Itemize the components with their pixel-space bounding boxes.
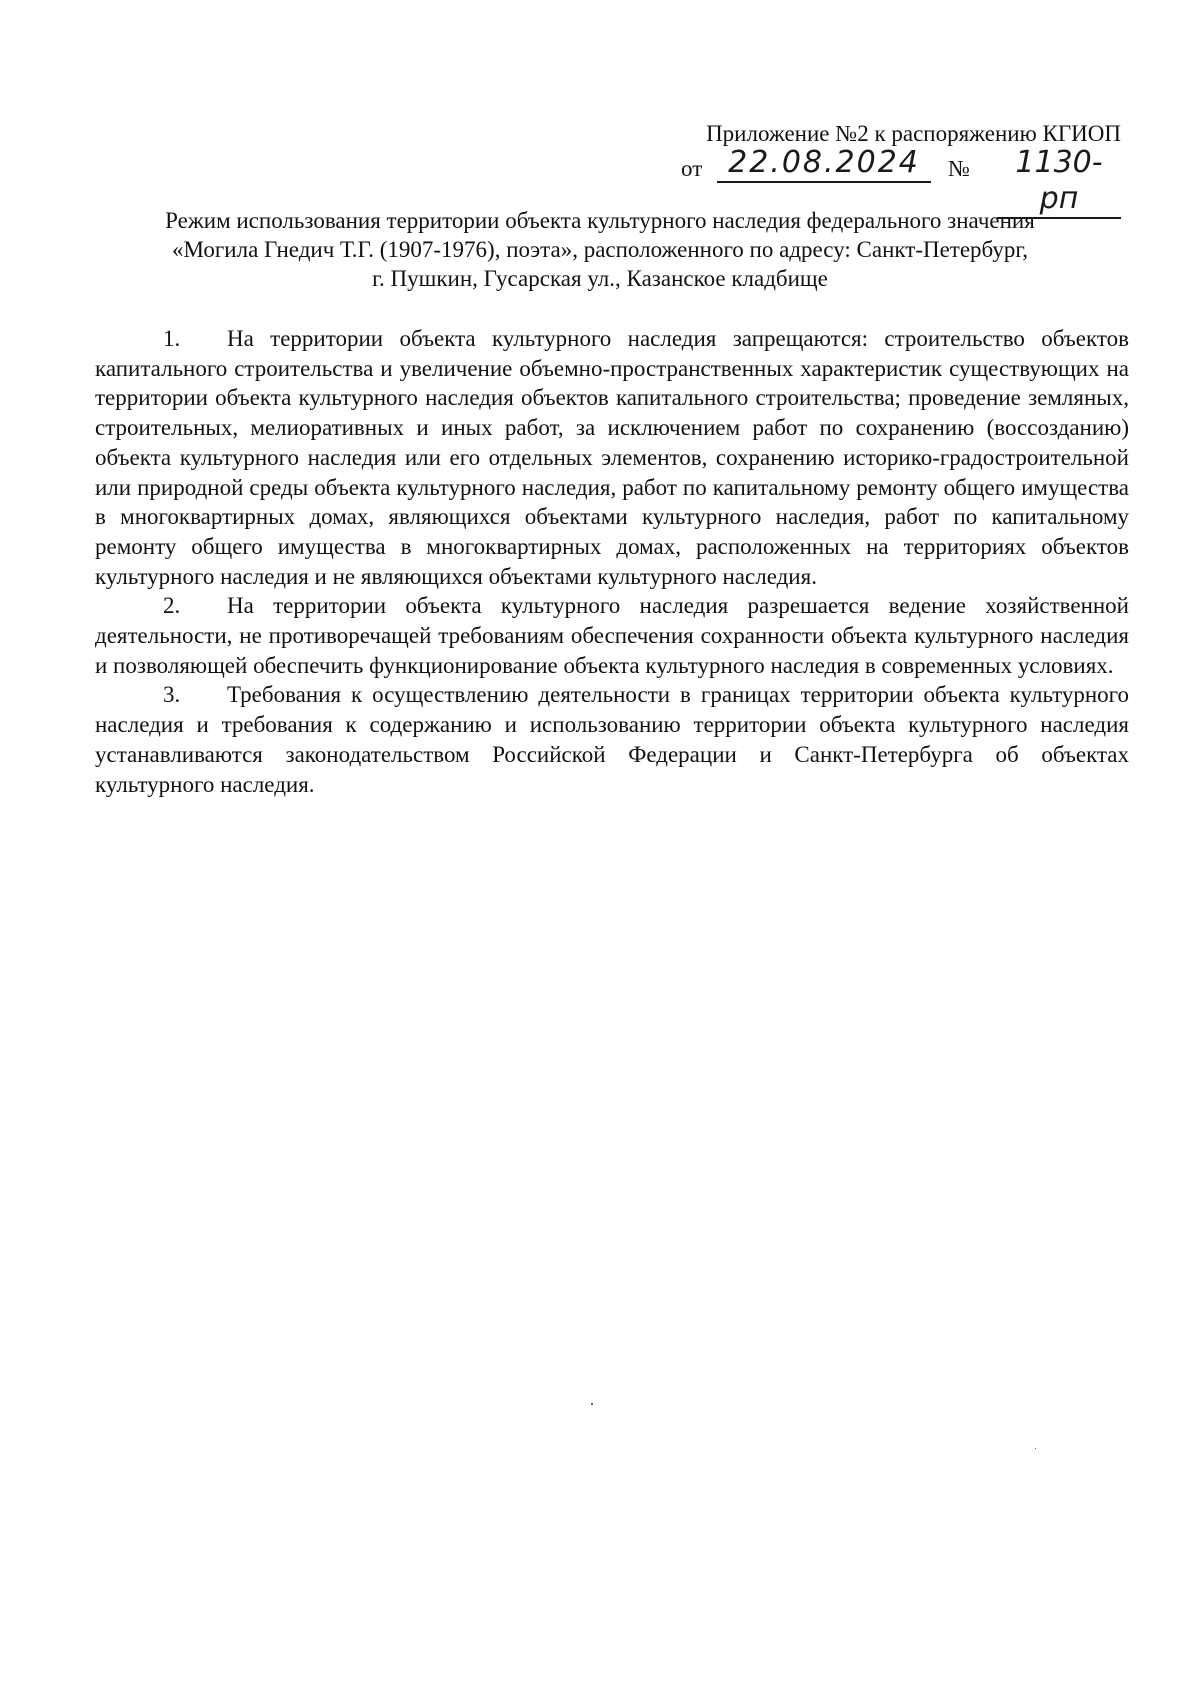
document-body bbox=[95, 324, 1129, 799]
document-header bbox=[651, 120, 1121, 216]
paragraph-2 bbox=[95, 591, 1129, 680]
paragraph-number: 1. bbox=[163, 326, 181, 351]
paragraph-text: Требования к осуществлению деятельности в границах территории объекта культурного наследия и требования к содержанию и использованию территории объекта культурного наследия устанавливаются законодательством Российской Федерации и Санкт-Петербурга об объектах культурного наследия. bbox=[95, 682, 1129, 797]
title-line-1: Режим использования территории объекта культурного наследия федерального значения bbox=[165, 208, 1035, 233]
order-number-handwritten: 1130-рп bbox=[997, 145, 1121, 219]
title-line-3: г. Пушкин, Гусарская ул., Казанское кладбище bbox=[372, 266, 828, 291]
order-date-handwritten: 22.08.2024 bbox=[717, 145, 931, 183]
scan-speck bbox=[1035, 1448, 1036, 1449]
paragraph-3 bbox=[95, 680, 1129, 799]
paragraph-1 bbox=[95, 324, 1129, 591]
annex-reference: Приложение №2 к распоряжению КГИОП bbox=[706, 121, 1121, 146]
paragraph-text: На территории объекта культурного наследия запрещаются: строительство объектов капитального строительства и увеличение объемно-пространственных характеристик существующих на территории объекта культурного наследия объектов капитального строительства; проведение земляных, строительных, мелиоративных и иных работ, за исключением работ по сохранению (воссозданию) объекта культурного наследия или его отдельных элементов, сохранению историко-градостроительной или природной среды объекта культурного наследия, работ по капитальному ремонту общего имущества в многоквартирных домах, являющихся объектами культурного наследия, работ по капитальному ремонту общего имущества в многоквартирных домах, расположенных на территориях объектов культурного наследия и не являющихся объектами культурного наследия. bbox=[95, 326, 1129, 589]
paragraph-text: На территории объекта культурного наследия разрешается ведение хозяйственной деятельности, не противоречащей требованиям обеспечения сохранности объекта культурного наследия и позволяющей обеспечить функционирование объекта культурного наследия в современных условиях. bbox=[95, 593, 1129, 678]
scan-speck bbox=[591, 1403, 593, 1405]
title-line-2: «Могила Гнедич Т.Г. (1907-1976), поэта», расположенного по адресу: Санкт-Петербург, bbox=[172, 237, 1028, 262]
paragraph-number: 3. bbox=[163, 682, 181, 708]
date-prefix: от bbox=[681, 156, 703, 181]
document-title bbox=[95, 206, 1105, 293]
number-sign: № bbox=[948, 156, 970, 181]
paragraph-number: 2. bbox=[163, 593, 181, 619]
order-details bbox=[651, 145, 1121, 216]
